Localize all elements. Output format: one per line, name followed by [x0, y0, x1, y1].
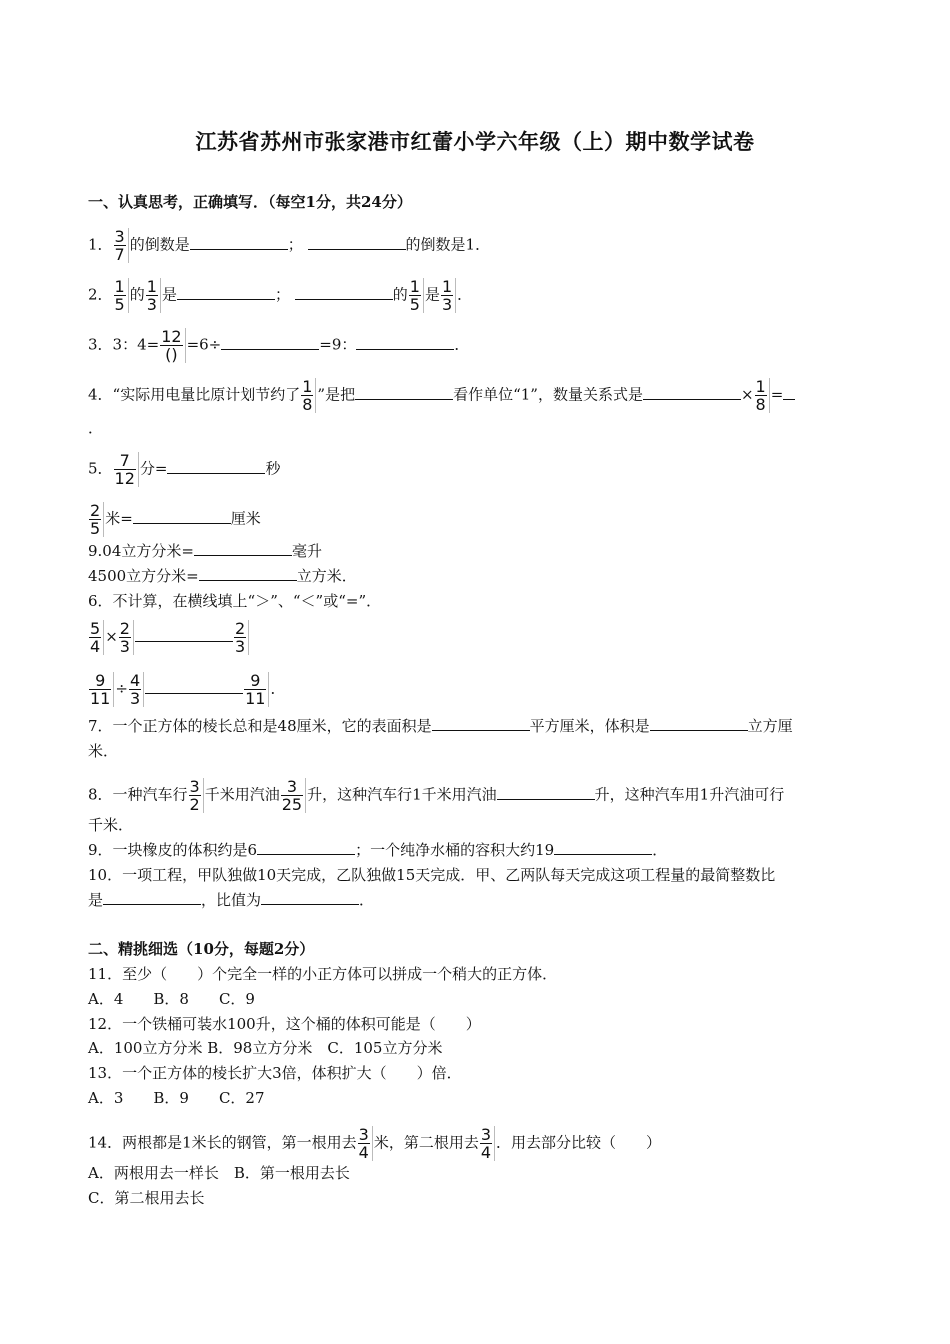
section-2-heading: 二、精挑细选（10分，每题2分） [88, 940, 315, 958]
question-14: 14．两根都是1米长的钢管，第一根用去 $\frac{3}{4}$ 米，第二根用去 $\frac{3}{4}$ ．用去部分比较（ ） [88, 1125, 662, 1162]
question-10-line-2: 是 ，比值为 ． [88, 891, 375, 909]
answer-blank[interactable] [356, 335, 454, 350]
answer-blank[interactable] [145, 679, 243, 694]
question-6-b: $\frac{9}{11}$ ÷ $\frac{4}{3}$ $\frac{9}{11}$ ． [90, 671, 286, 708]
answer-blank[interactable] [643, 385, 741, 400]
answer-blank[interactable] [167, 459, 265, 474]
question-1: 1． $\frac{3}{7}$ 的倒数是 ； 的倒数是1． [88, 227, 491, 264]
answer-blank[interactable] [257, 840, 355, 855]
answer-blank[interactable] [199, 566, 297, 581]
question-14-options-2: C．第二根用去长 [88, 1189, 205, 1207]
question-13: 13．一个正方体的棱长扩大3倍，体积扩大（ ）倍． [88, 1064, 462, 1082]
answer-blank[interactable] [177, 285, 275, 300]
question-6-a: $\frac{5}{4}$ × $\frac{2}{3}$ $\frac{2}{3}$ [88, 620, 856, 655]
question-10: 10．一项工程，甲队独做10天完成，乙队独做15天完成．甲、乙两队每天完成这项工程量的最简整数比 [88, 866, 776, 884]
section-1-heading: 一、认真思考，正确填写．（每空1分，共24分） [88, 193, 412, 211]
answer-blank[interactable] [355, 385, 453, 400]
fraction: $\frac{3}{7}$ [114, 228, 129, 263]
question-11: 11．至少（ ）个完全一样的小正方体可以拼成一个稍大的正方体． [88, 965, 558, 983]
question-12: 12．一个铁桶可装水100升，这个桶的体积可能是（ ） [88, 1015, 481, 1033]
answer-blank[interactable] [194, 541, 292, 556]
question-9: 9．一块橡皮的体积约是6 ；一个纯净水桶的容积大约19 ． [88, 841, 668, 859]
answer-blank[interactable] [308, 235, 406, 250]
question-2: 2． $\frac{1}{5}$ 的 $\frac{1}{3}$ 是 ； 的 $\frac{1}{5}$ 是 $\frac{1}{3}$ ． [88, 277, 473, 314]
answer-blank[interactable] [497, 785, 595, 800]
question-4-end: ． [88, 419, 104, 437]
question-5-line-3: 9.04立方分米= 毫升 [88, 542, 322, 560]
question-4: 4．“实际用电量比原计划节约了 $\frac{1}{8}$ ”是把 看作单位“1”，数量关系式是 × $\frac{1}{8}$ = [88, 378, 856, 413]
answer-blank[interactable] [554, 840, 652, 855]
question-12-options: A．100立方分米 B．98立方分米 C．105立方分米 [88, 1039, 443, 1057]
answer-blank[interactable] [190, 235, 288, 250]
answer-blank[interactable] [261, 890, 359, 905]
question-7: 7．一个正方体的棱长总和是48厘米，它的表面积是 平方厘米，体积是 立方厘 [88, 717, 793, 735]
question-11-options: A．4 B．8 C．9 [88, 990, 255, 1008]
question-8-end: 千米． [88, 816, 134, 834]
question-5: 5． $\frac{7}{12}$ 分= 秒 [88, 451, 281, 488]
question-14-options-1: A．两根用去一样长 B．第一根用去长 [88, 1164, 350, 1182]
question-3: 3．3：4= $\frac{12}{()}$ =6÷ =9： ． [88, 327, 470, 364]
question-6: 6．不计算，在横线填上“＞”、“＜”或“=”． [88, 592, 382, 610]
question-13-options: A．3 B．9 C．27 [88, 1089, 265, 1107]
answer-blank[interactable] [295, 285, 393, 300]
question-5-line-4: 4500立方分米= 立方米． [88, 567, 357, 585]
answer-blank[interactable] [221, 335, 319, 350]
answer-blank[interactable] [133, 509, 231, 524]
answer-blank[interactable] [135, 627, 233, 642]
question-5-line-2: $\frac{2}{5}$ 米= 厘米 [90, 501, 261, 538]
question-7-end: 米． [88, 742, 119, 760]
answer-blank[interactable] [103, 890, 201, 905]
answer-blank[interactable] [783, 385, 795, 400]
answer-blank[interactable] [650, 716, 748, 731]
answer-blank[interactable] [432, 716, 530, 731]
question-8: 8．一种汽车行 $\frac{3}{2}$ 千米用汽油 $\frac{3}{25}$ 升，这种汽车行1千米用汽油 升，这种汽车用1升汽油可行 [88, 777, 785, 814]
page-title: 江苏省苏州市张家港市红蕾小学六年级（上）期中数学试卷 [195, 129, 755, 154]
